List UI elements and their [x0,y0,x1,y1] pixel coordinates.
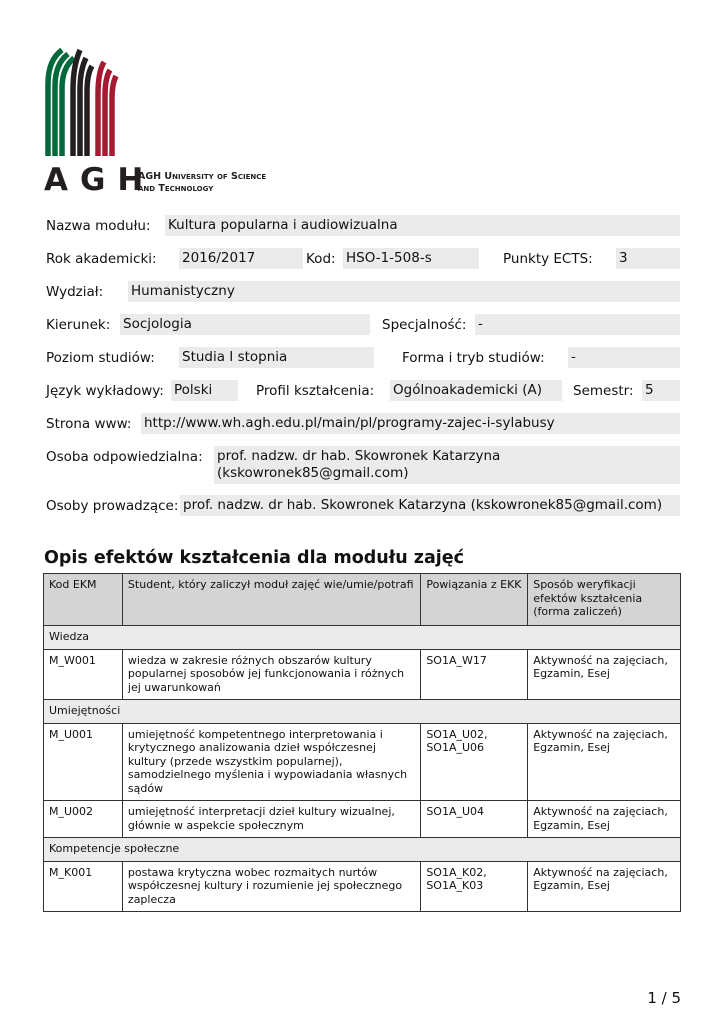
ects-label: Punkty ECTS: [503,251,593,267]
semestr-label: Semestr: [573,383,634,399]
www-value[interactable]: http://www.wh.agh.edu.pl/main/pl/programy-zajec-i-sylabusy [141,413,680,434]
table-row [44,723,681,801]
cell-ekk: SO1A_U02, SO1A_U06 [421,723,528,801]
kierunek-label: Kierunek: [46,317,111,333]
agh-name-line1: AGH University of Science [138,171,267,182]
page-number: 1 / 5 [647,989,681,1007]
rok-value: 2016/2017 [179,248,303,269]
table-row [44,801,681,838]
table-header-row [44,574,681,626]
cell-opis: umiejętność kompetentnego interpretowania i krytycznego analizowania dzieł współczesnej kultury (przede wszystkim popularnej), samodzielnego myślenia i wypowiadania własnych sądów [122,723,420,801]
prowadzace-label: Osoby prowadzące: [46,498,179,514]
jezyk-label: Język wykładowy: [46,383,164,399]
group-row [44,838,681,862]
poziom-value: Studia I stopnia [179,347,374,368]
kierunek-value: Socjologia [120,314,370,335]
forma-label: Forma i tryb studiów: [402,350,545,366]
cell-sposob: Aktywność na zajęciach, Egzamin, Esej [528,723,681,801]
specjalnosc-value: - [475,314,680,335]
kod-label: Kod: [306,251,336,267]
group-row [44,700,681,724]
www-label: Strona www: [46,416,132,432]
nazwa-label: Nazwa modułu: [46,218,151,234]
forma-value: - [568,347,680,368]
osoba-label: Osoba odpowiedzialna: [46,449,203,465]
cell-ekk: SO1A_W17 [421,649,528,700]
semestr-value: 5 [642,380,680,401]
cell-sposob: Aktywność na zajęciach, Egzamin, Esej [528,861,681,912]
osoba-value-line1: prof. nadzw. dr hab. Skowronek Katarzyna [217,448,501,464]
efekty-table [43,573,681,912]
specjalnosc-label: Specjalność: [382,317,467,333]
osoba-value [214,446,680,484]
cell-kod: M_U001 [44,723,123,801]
rok-label: Rok akademicki: [46,251,157,267]
header-sposob: Sposób weryfikacji efektów kształcenia (forma zaliczeń) [528,574,681,626]
cell-ekk: SO1A_K02, SO1A_K03 [421,861,528,912]
profil-label: Profil kształcenia: [256,383,375,399]
osoba-value-line2: (kskowronek85@gmail.com) [217,465,409,481]
group-name: Umiejętności [44,700,681,724]
agh-name-line2: and Technology [138,183,214,194]
cell-kod: M_U002 [44,801,123,838]
header-student: Student, który zaliczył moduł zajęć wie/umie/potrafi [122,574,420,626]
cell-opis: umiejętność interpretacji dzieł kultury wizualnej, głównie w aspekcie społecznym [122,801,420,838]
cell-ekk: SO1A_U04 [421,801,528,838]
group-row [44,626,681,650]
nazwa-value: Kultura popularna i audiowizualna [165,215,680,236]
table-row [44,861,681,912]
section-title: Opis efektów kształcenia dla modułu zajęć [44,548,465,568]
cell-kod: M_W001 [44,649,123,700]
wydzial-value: Humanistyczny [128,281,680,302]
profil-value: Ogólnoakademicki (A) [390,380,562,401]
group-name: Wiedza [44,626,681,650]
kod-value: HSO-1-508-s [343,248,479,269]
prowadzace-value: prof. nadzw. dr hab. Skowronek Katarzyna (kskowronek85@gmail.com) [180,495,680,516]
jezyk-value: Polski [171,380,238,401]
cell-sposob: Aktywność na zajęciach, Egzamin, Esej [528,649,681,700]
table-row [44,649,681,700]
cell-opis: postawa krytyczna wobec rozmaitych nurtów współczesnej kultury i rozumienie jej społecznego zaplecza [122,861,420,912]
agh-logo [44,46,274,196]
cell-sposob: Aktywność na zajęciach, Egzamin, Esej [528,801,681,838]
wydzial-label: Wydział: [46,284,104,300]
header-kod: Kod EKM [44,574,123,626]
agh-letters: AGH [44,162,156,198]
group-name: Kompetencje społeczne [44,838,681,862]
header-powiazania: Powiązania z EKK [421,574,528,626]
cell-opis: wiedza w zakresie różnych obszarów kultury popularnej sposobów jej funkcjonowania i różnych jej uwarunkowań [122,649,420,700]
poziom-label: Poziom studiów: [46,350,155,366]
ects-value: 3 [616,248,680,269]
cell-kod: M_K001 [44,861,123,912]
